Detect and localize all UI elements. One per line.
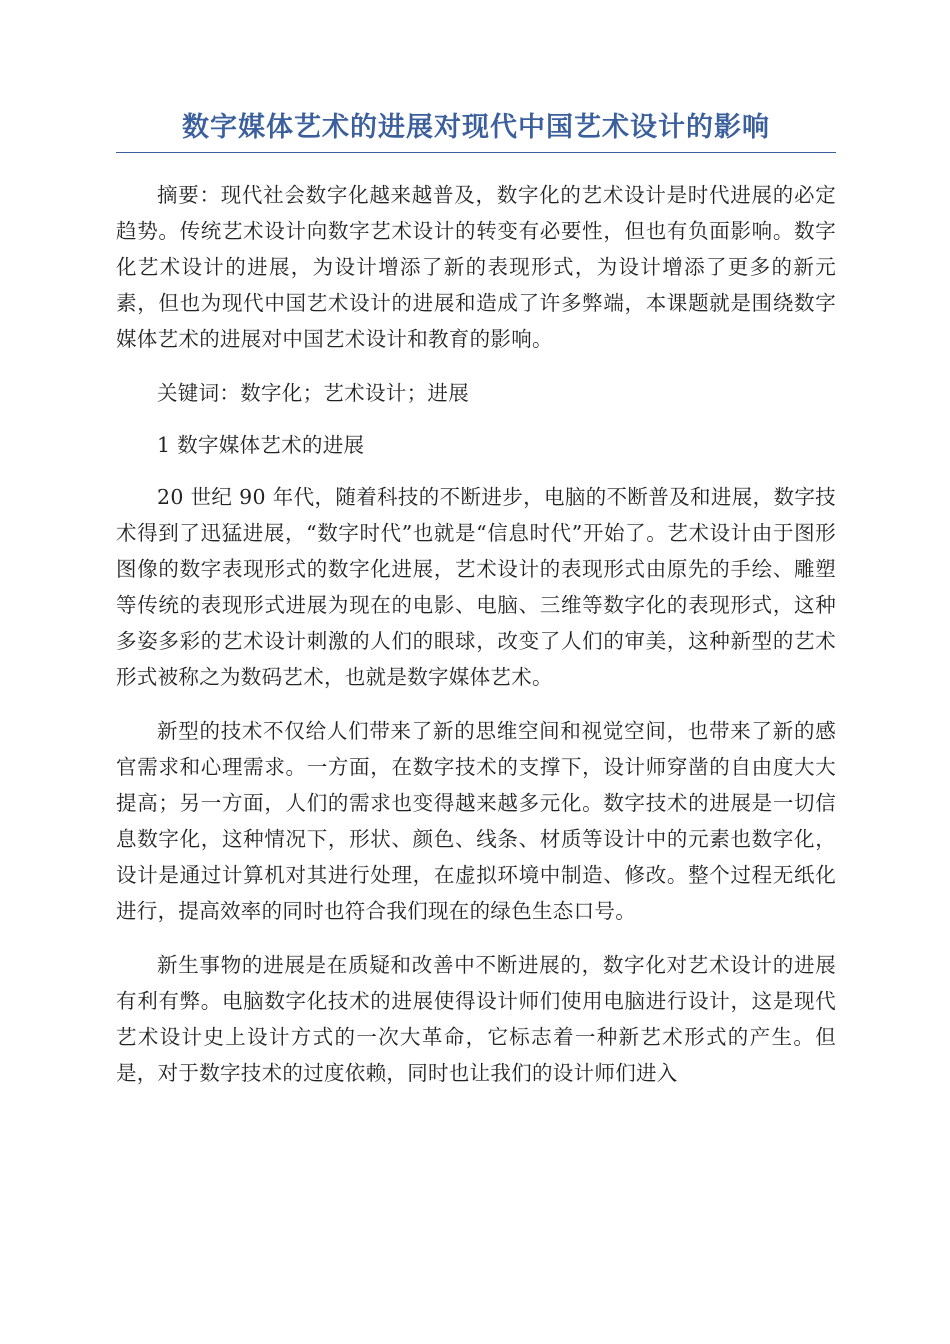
abstract-paragraph: 摘要：现代社会数字化越来越普及，数字化的艺术设计是时代进展的必定趋势。传统艺术设计向数字艺术设计的转变有必要性，但也有负面影响。数字化艺术设计的进展，为设计增添了新的表现形式，为设计增添了更多的新元素，但也为现代中国艺术设计的进展和造成了许多弊端，本课题就是围绕数字媒体艺术的进展对中国艺术设计和教育的影响。 <box>116 183 836 351</box>
document-title: 数字媒体艺术的进展对现代中国艺术设计的影响 <box>116 108 836 153</box>
keywords-paragraph: 关键词：数字化；艺术设计；进展 <box>157 381 469 405</box>
document-page <box>116 108 836 1109</box>
body-paragraph: 新型的技术不仅给人们带来了新的思维空间和视觉空间，也带来了新的感官需求和心理需求。一方面，在数字技术的支撑下，设计师穿凿的自由度大大提高；另一方面，人们的需求也变得越来越多元化。数字技术的进展是一切信息数字化，这种情况下，形状、颜色、线条、材质等设计中的元素也数字化，设计是通过计算机对其进行处理，在虚拟环境中制造、修改。整个过程无纸化进行，提高效率的同时也符合我们现在的绿色生态口号。 <box>116 719 836 923</box>
section-heading: 1 数字媒体艺术的进展 <box>157 433 365 457</box>
body-paragraph: 新生事物的进展是在质疑和改善中不断进展的，数字化对艺术设计的进展有利有弊。电脑数字化技术的进展使得设计师们使用电脑进行设计，这是现代艺术设计史上设计方式的一次大革命，它标志着一种新艺术形式的产生。但是，对于数字技术的过度依赖，同时也让我们的设计师们进入 <box>116 953 836 1085</box>
document-body <box>116 177 836 1091</box>
body-paragraph: 20 世纪 90 年代，随着科技的不断进步，电脑的不断普及和进展，数字技术得到了迅猛进展，“数字时代”也就是“信息时代”开始了。艺术设计由于图形图像的数字表现形式的数字化进展，艺术设计的表现形式由原先的手绘、雕塑等传统的表现形式进展为现在的电影、电脑、三维等数字化的表现形式，这种多姿多彩的艺术设计刺激的人们的眼球，改变了人们的审美，这种新型的艺术形式被称之为数码艺术，也就是数字媒体艺术。 <box>116 485 836 689</box>
